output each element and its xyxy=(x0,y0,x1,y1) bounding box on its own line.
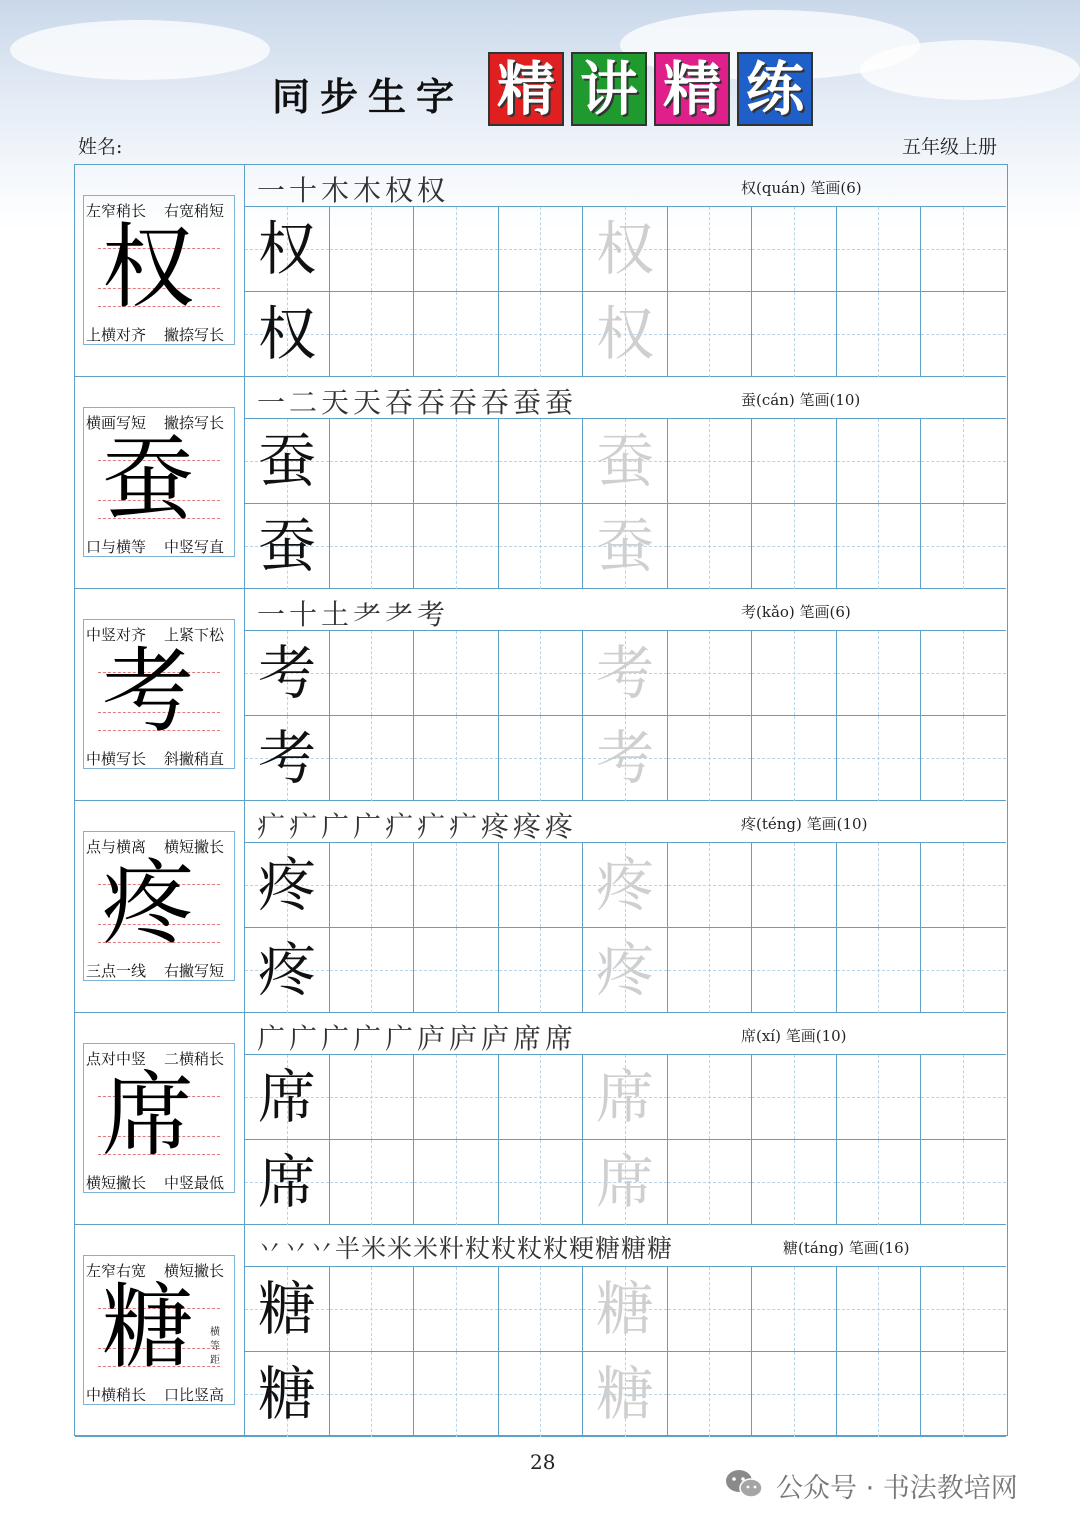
practice-cell[interactable] xyxy=(583,716,668,801)
wechat-icon xyxy=(724,1468,764,1500)
practice-cell[interactable] xyxy=(752,504,837,589)
trace-character: 糖 xyxy=(595,1360,654,1428)
writing-tip: 中竖写直 xyxy=(164,538,225,556)
practice-cell[interactable] xyxy=(921,1140,1006,1225)
writing-tip: 三点一线 xyxy=(86,962,147,980)
practice-cell[interactable] xyxy=(330,419,415,504)
sample-character: 考 xyxy=(257,639,316,707)
practice-cell[interactable] xyxy=(245,292,330,377)
practice-cell[interactable] xyxy=(414,292,499,377)
model-cell xyxy=(75,589,245,801)
practice-cell[interactable] xyxy=(752,292,837,377)
sample-character: 疼 xyxy=(257,936,316,1004)
practice-cell[interactable] xyxy=(499,1140,584,1225)
practice-cell[interactable] xyxy=(330,843,415,928)
header-title: 同步生字 xyxy=(272,75,465,119)
practice-cell[interactable] xyxy=(583,1267,668,1352)
practice-cell[interactable] xyxy=(414,207,499,292)
practice-cell[interactable] xyxy=(414,1352,499,1437)
practice-cell[interactable] xyxy=(330,928,415,1013)
model-cell xyxy=(75,1225,245,1437)
model-cell xyxy=(75,377,245,589)
practice-cell[interactable] xyxy=(752,1267,837,1352)
writing-tip: 横短撇长 xyxy=(86,1174,147,1192)
practice-cell[interactable] xyxy=(245,1267,330,1352)
trace-character: 考 xyxy=(595,724,654,792)
practice-cell[interactable] xyxy=(245,1055,330,1140)
writing-tip: 上紧下松 xyxy=(164,626,225,644)
grade-label: 五年级上册 xyxy=(902,136,998,158)
practice-cell[interactable] xyxy=(752,1140,837,1225)
practice-cell[interactable] xyxy=(499,1055,584,1140)
writing-tip: 右撇写短 xyxy=(164,962,225,980)
practice-cell[interactable] xyxy=(414,1267,499,1352)
practice-cell[interactable] xyxy=(330,292,415,377)
writing-tip: 中竖对齐 xyxy=(86,626,147,644)
trace-character: 蚕 xyxy=(595,427,654,495)
name-label: 姓名: xyxy=(78,136,123,158)
practice-cell[interactable] xyxy=(921,843,1006,928)
practice-cell[interactable] xyxy=(499,292,584,377)
practice-cell[interactable] xyxy=(330,716,415,801)
sample-character: 权 xyxy=(257,300,316,368)
practice-cell[interactable] xyxy=(583,843,668,928)
badge-jing-1: 精 xyxy=(488,52,564,126)
practice-grid xyxy=(245,631,1006,801)
practice-cell[interactable] xyxy=(499,928,584,1013)
practice-cell[interactable] xyxy=(668,631,753,716)
sample-character: 糖 xyxy=(257,1275,316,1343)
model-character: 蚕 xyxy=(102,426,195,533)
practice-sheet xyxy=(74,164,1008,1436)
side-note: 横等距 xyxy=(210,1327,220,1366)
practice-cell[interactable] xyxy=(499,843,584,928)
practice-cell[interactable] xyxy=(245,207,330,292)
practice-cell[interactable] xyxy=(668,419,753,504)
practice-cell[interactable] xyxy=(752,928,837,1013)
trace-character: 蚕 xyxy=(595,512,654,580)
practice-cell[interactable] xyxy=(752,716,837,801)
practice-cell[interactable] xyxy=(837,1055,922,1140)
model-character: 考 xyxy=(102,638,195,745)
stroke-sequence: 一二天天吞吞吞吞蚕蚕 xyxy=(257,386,578,419)
practice-cell[interactable] xyxy=(837,843,922,928)
practice-cell[interactable] xyxy=(837,1267,922,1352)
model-box xyxy=(83,831,235,981)
model-box xyxy=(83,1255,235,1405)
practice-cell[interactable] xyxy=(245,504,330,589)
practice-cell[interactable] xyxy=(583,1352,668,1437)
practice-cell[interactable] xyxy=(414,504,499,589)
stroke-sequence: 一十土耂耂考 xyxy=(257,598,450,631)
practice-grid xyxy=(245,1055,1006,1225)
writing-tip: 中横稍长 xyxy=(86,1386,147,1404)
writing-tip: 横短撇长 xyxy=(164,1262,225,1280)
model-character: 席 xyxy=(102,1062,195,1169)
stroke-info: 蚕(cán) 笔画(10) xyxy=(741,391,861,409)
practice-cell[interactable] xyxy=(414,419,499,504)
model-box xyxy=(83,1043,235,1193)
practice-cell[interactable] xyxy=(583,419,668,504)
practice-cell[interactable] xyxy=(837,1352,922,1437)
character-row xyxy=(75,165,1006,377)
practice-cell[interactable] xyxy=(583,928,668,1013)
practice-cell[interactable] xyxy=(414,1055,499,1140)
character-row xyxy=(75,1013,1006,1225)
sample-character: 考 xyxy=(257,724,316,792)
sample-character: 席 xyxy=(257,1063,316,1131)
practice-cell[interactable] xyxy=(752,843,837,928)
writing-tip: 中横写长 xyxy=(86,750,147,768)
stroke-info: 疼(téng) 笔画(10) xyxy=(741,815,868,833)
practice-cell[interactable] xyxy=(245,631,330,716)
practice-cell[interactable] xyxy=(499,716,584,801)
writing-tip: 二横稍长 xyxy=(164,1050,225,1068)
trace-character: 席 xyxy=(595,1063,654,1131)
practice-grid xyxy=(245,419,1006,589)
trace-character: 疼 xyxy=(595,936,654,1004)
practice-cell[interactable] xyxy=(330,504,415,589)
model-box xyxy=(83,619,235,769)
practice-cell[interactable] xyxy=(583,207,668,292)
writing-tip: 撇捺写长 xyxy=(164,326,225,344)
stroke-order-strip xyxy=(245,1225,1006,1267)
writing-tip: 口比竖高 xyxy=(164,1386,225,1404)
practice-cell[interactable] xyxy=(245,419,330,504)
sample-character: 糖 xyxy=(257,1360,316,1428)
stroke-order-strip xyxy=(245,165,1006,207)
practice-cell[interactable] xyxy=(921,716,1006,801)
practice-cell[interactable] xyxy=(668,207,753,292)
sample-character: 权 xyxy=(257,215,316,283)
watermark: 公众号 · 书法教培网 xyxy=(776,1473,1018,1504)
practice-cell[interactable] xyxy=(245,928,330,1013)
practice-cell[interactable] xyxy=(414,631,499,716)
writing-tip: 横短撇长 xyxy=(164,838,225,856)
practice-cell[interactable] xyxy=(414,843,499,928)
character-row xyxy=(75,1225,1006,1437)
practice-cell[interactable] xyxy=(921,1055,1006,1140)
practice-cell[interactable] xyxy=(245,1140,330,1225)
practice-cell[interactable] xyxy=(837,207,922,292)
practice-cell[interactable] xyxy=(414,716,499,801)
practice-cell[interactable] xyxy=(499,631,584,716)
practice-cell[interactable] xyxy=(921,1267,1006,1352)
practice-cell[interactable] xyxy=(921,292,1006,377)
practice-cell[interactable] xyxy=(752,631,837,716)
practice-cell[interactable] xyxy=(499,1352,584,1437)
practice-cell[interactable] xyxy=(668,292,753,377)
stroke-sequence: 疒疒广广疒疒疒疼疼疼 xyxy=(257,810,578,843)
model-character: 疼 xyxy=(102,850,195,957)
practice-cell[interactable] xyxy=(330,1352,415,1437)
stroke-info: 权(quán) 笔画(6) xyxy=(741,179,862,197)
practice-cell[interactable] xyxy=(499,207,584,292)
practice-cell[interactable] xyxy=(330,631,415,716)
practice-cell[interactable] xyxy=(668,928,753,1013)
practice-cell[interactable] xyxy=(752,1352,837,1437)
practice-cell[interactable] xyxy=(414,1140,499,1225)
sample-character: 蚕 xyxy=(257,512,316,580)
practice-cell[interactable] xyxy=(668,1352,753,1437)
stroke-order-strip xyxy=(245,377,1006,419)
model-box xyxy=(83,195,235,345)
practice-cell[interactable] xyxy=(837,716,922,801)
practice-cell[interactable] xyxy=(668,716,753,801)
badge-jing-2: 精 xyxy=(654,52,730,126)
model-character: 糖 xyxy=(102,1274,195,1381)
stroke-info: 考(kǎo) 笔画(6) xyxy=(741,603,851,621)
practice-cell[interactable] xyxy=(499,419,584,504)
practice-cell[interactable] xyxy=(921,207,1006,292)
practice-cell[interactable] xyxy=(330,1267,415,1352)
model-box xyxy=(83,407,235,557)
practice-cell[interactable] xyxy=(245,716,330,801)
cloud xyxy=(10,20,270,80)
practice-cell[interactable] xyxy=(668,843,753,928)
trace-character: 权 xyxy=(595,215,654,283)
writing-tip: 左窄右宽 xyxy=(86,1262,147,1280)
writing-tip: 中竖最低 xyxy=(164,1174,225,1192)
practice-grid xyxy=(245,1267,1006,1437)
practice-cell[interactable] xyxy=(837,292,922,377)
practice-cell[interactable] xyxy=(668,1055,753,1140)
trace-character: 席 xyxy=(595,1148,654,1216)
practice-cell[interactable] xyxy=(668,1267,753,1352)
trace-character: 疼 xyxy=(595,851,654,919)
practice-cell[interactable] xyxy=(583,292,668,377)
sample-character: 席 xyxy=(257,1148,316,1216)
practice-cell[interactable] xyxy=(921,504,1006,589)
practice-cell[interactable] xyxy=(921,419,1006,504)
stroke-order-strip xyxy=(245,589,1006,631)
practice-cell[interactable] xyxy=(583,631,668,716)
writing-tip: 上横对齐 xyxy=(86,326,147,344)
practice-cell[interactable] xyxy=(752,207,837,292)
cloud xyxy=(860,40,1080,100)
character-row xyxy=(75,377,1006,589)
stroke-order-strip xyxy=(245,801,1006,843)
writing-tip: 左窄稍长 xyxy=(86,202,147,220)
practice-cell[interactable] xyxy=(499,504,584,589)
character-row xyxy=(75,801,1006,1013)
practice-cell[interactable] xyxy=(668,1140,753,1225)
writing-tip: 斜撇稍直 xyxy=(164,750,225,768)
sample-character: 蚕 xyxy=(257,427,316,495)
writing-tip: 撇捺写长 xyxy=(164,414,225,432)
trace-character: 权 xyxy=(595,300,654,368)
practice-cell[interactable] xyxy=(837,504,922,589)
stroke-info: 糖(táng) 笔画(16) xyxy=(783,1239,910,1257)
writing-tip: 点对中竖 xyxy=(86,1050,147,1068)
practice-cell[interactable] xyxy=(583,1140,668,1225)
model-character: 权 xyxy=(102,214,195,321)
page-number: 28 xyxy=(530,1450,556,1474)
practice-cell[interactable] xyxy=(921,928,1006,1013)
practice-cell[interactable] xyxy=(330,1140,415,1225)
badge-jiang: 讲 xyxy=(571,52,647,126)
practice-cell[interactable] xyxy=(245,843,330,928)
trace-character: 糖 xyxy=(595,1275,654,1343)
stroke-info: 席(xí) 笔画(10) xyxy=(741,1027,847,1045)
practice-cell[interactable] xyxy=(245,1352,330,1437)
practice-grid xyxy=(245,207,1006,377)
sample-character: 疼 xyxy=(257,851,316,919)
practice-grid xyxy=(245,843,1006,1013)
writing-tip: 横画写短 xyxy=(86,414,147,432)
practice-cell[interactable] xyxy=(414,928,499,1013)
writing-tip: 点与横离 xyxy=(86,838,147,856)
badge-lian: 练 xyxy=(737,52,813,126)
model-cell xyxy=(75,801,245,1013)
practice-cell[interactable] xyxy=(668,504,753,589)
character-row xyxy=(75,589,1006,801)
practice-cell[interactable] xyxy=(752,1055,837,1140)
practice-cell[interactable] xyxy=(837,631,922,716)
model-cell xyxy=(75,1013,245,1225)
practice-cell[interactable] xyxy=(583,504,668,589)
writing-tip: 右宽稍短 xyxy=(164,202,225,220)
practice-cell[interactable] xyxy=(583,1055,668,1140)
practice-cell[interactable] xyxy=(330,1055,415,1140)
practice-cell[interactable] xyxy=(752,419,837,504)
model-cell xyxy=(75,165,245,377)
stroke-sequence: 一十木木权权 xyxy=(257,174,450,207)
practice-cell[interactable] xyxy=(837,419,922,504)
stroke-sequence: 丷丷丷半米米米籵粀粀粀粀粳糖糖糖 xyxy=(257,1234,674,1263)
trace-character: 考 xyxy=(595,639,654,707)
practice-cell[interactable] xyxy=(837,928,922,1013)
stroke-sequence: 广广广广广庐庐庐席席 xyxy=(257,1022,578,1055)
writing-tip: 口与横等 xyxy=(86,538,147,556)
practice-cell[interactable] xyxy=(837,1140,922,1225)
practice-cell[interactable] xyxy=(330,207,415,292)
practice-cell[interactable] xyxy=(921,631,1006,716)
stroke-order-strip xyxy=(245,1013,1006,1055)
practice-cell[interactable] xyxy=(499,1267,584,1352)
practice-cell[interactable] xyxy=(921,1352,1006,1437)
